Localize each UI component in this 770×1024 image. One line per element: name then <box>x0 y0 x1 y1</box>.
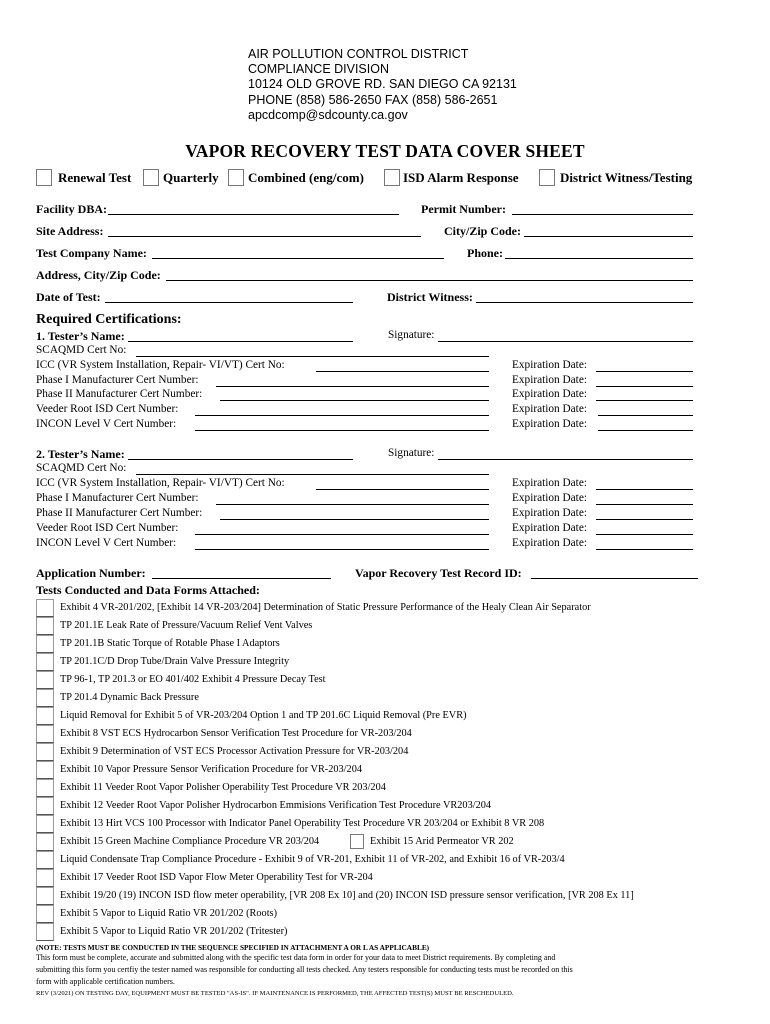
tester-1-veeder-expiration-label: Expiration Date: <box>512 403 587 415</box>
test-checkbox-11[interactable] <box>36 779 54 797</box>
tester-2-icc-expiration-field[interactable] <box>596 489 693 490</box>
tester-2-phase2-field[interactable] <box>220 519 489 520</box>
tester-1-phase1-expiration-label: Expiration Date: <box>512 374 587 386</box>
tester-1-veeder-field[interactable] <box>195 415 489 416</box>
test-checkbox-6[interactable] <box>36 689 54 707</box>
test-label-6: TP 201.4 Dynamic Back Pressure <box>60 692 199 703</box>
arid-permeator-checkbox[interactable] <box>350 834 364 849</box>
tester-1-phase1-expiration-field[interactable] <box>596 386 693 387</box>
test-checkbox-5[interactable] <box>36 671 54 689</box>
tester-2-signature-field[interactable] <box>438 459 693 460</box>
test-checkbox-2[interactable] <box>36 617 54 635</box>
record-id-label: Vapor Recovery Test Record ID: <box>355 566 522 580</box>
tester-2-phase1-label: Phase I Manufacturer Cert Number: <box>36 492 199 504</box>
test-label-7: Liquid Removal for Exhibit 5 of VR-203/204 Option 1 and TP 201.6C Liquid Removal (Pre EVR) <box>60 710 467 721</box>
header-line-3: 10124 OLD GROVE RD. SAN DIEGO CA 92131 <box>248 77 517 92</box>
tester-2-signature-label: Signature: <box>388 447 435 459</box>
site-address-field[interactable] <box>108 236 421 237</box>
tester-1-signature-label: Signature: <box>388 329 435 341</box>
address-city-zip-label: Address, City/Zip Code: <box>36 268 161 282</box>
district-witness-testing-label: District Witness/Testing <box>560 170 693 185</box>
tester-2-phase1-expiration-label: Expiration Date: <box>512 492 587 504</box>
tester-1-phase2-expiration-field[interactable] <box>596 400 693 401</box>
test-label-14: Exhibit 15 Green Machine Compliance Procedure VR 203/204 <box>60 836 320 847</box>
test-label-13: Exhibit 13 Hirt VCS 100 Processor with Indicator Panel Operability Test Procedure VR 203/204 or Exhibit 8 VR 208 <box>60 818 545 829</box>
tester-1-icc-expiration-label: Expiration Date: <box>512 359 587 371</box>
tester-2-incon-field[interactable] <box>195 549 489 550</box>
tester-1-icc-label: ICC (VR System Installation, Repair- VI/VT) Cert No: <box>36 359 285 371</box>
test-label-19: Exhibit 5 Vapor to Liquid Ratio VR 201/202 (Tritester) <box>60 926 288 937</box>
header-line-2: COMPLIANCE DIVISION <box>248 62 389 77</box>
isd-alarm-checkbox[interactable] <box>384 169 400 186</box>
footer-paragraph-line-1: This form must be complete, accurate and submitted along with the specific test data form in order for your data to meet District requirements. By completing and <box>36 953 556 962</box>
tester-1-incon-expiration-field[interactable] <box>598 430 693 431</box>
required-certifications-heading: Required Certifications: <box>36 312 182 327</box>
city-zip-field[interactable] <box>524 236 693 237</box>
site-address-label: Site Address: <box>36 224 104 238</box>
test-checkbox-13[interactable] <box>36 815 54 833</box>
test-label-8: Exhibit 8 VST ECS Hydrocarbon Sensor Verification Test Procedure for VR-203/204 <box>60 728 412 739</box>
tester-1-icc-field[interactable] <box>316 371 489 372</box>
arid-permeator-label: Exhibit 15 Arid Permeator VR 202 <box>370 836 514 847</box>
tester-2-scaqmd-label: SCAQMD Cert No: <box>36 462 127 474</box>
tester-1-veeder-expiration-field[interactable] <box>598 415 693 416</box>
tester-2-incon-expiration-label: Expiration Date: <box>512 537 587 549</box>
combined-checkbox[interactable] <box>228 169 244 186</box>
tester-1-name-label: 1. Tester’s Name: <box>36 329 125 343</box>
facility-dba-label: Facility DBA: <box>36 202 107 216</box>
tester-1-scaqmd-field[interactable] <box>136 356 489 357</box>
tester-2-scaqmd-field[interactable] <box>136 474 489 475</box>
tester-1-phase2-label: Phase II Manufacturer Cert Number: <box>36 388 203 400</box>
tester-1-phase1-field[interactable] <box>216 386 489 387</box>
test-label-4: TP 201.1C/D Drop Tube/Drain Valve Pressure Integrity <box>60 656 290 667</box>
tester-2-veeder-expiration-label: Expiration Date: <box>512 522 587 534</box>
permit-number-label: Permit Number: <box>421 202 506 216</box>
test-checkbox-14[interactable] <box>36 833 54 851</box>
header-line-4: PHONE (858) 586-2650 FAX (858) 586-2651 <box>248 92 498 107</box>
city-zip-label: City/Zip Code: <box>444 224 522 238</box>
tests-conducted-heading: Tests Conducted and Data Forms Attached: <box>36 583 260 597</box>
test-label-18: Exhibit 5 Vapor to Liquid Ratio VR 201/202 (Roots) <box>60 908 277 919</box>
record-id-field[interactable] <box>531 578 698 579</box>
tester-1-phase2-field[interactable] <box>220 400 489 401</box>
tester-2-phase2-expiration-field[interactable] <box>596 519 693 520</box>
tester-1-incon-label: INCON Level V Cert Number: <box>36 418 177 430</box>
tester-1-phase1-label: Phase I Manufacturer Cert Number: <box>36 374 199 386</box>
renewal-test-label: Renewal Test <box>58 170 132 185</box>
tester-1-incon-expiration-label: Expiration Date: <box>512 418 587 430</box>
test-checkbox-1[interactable] <box>36 599 54 617</box>
footer-revision: REV (3/2021) ON TESTING DAY, EQUIPMENT MUST BE TESTED "AS-IS". IF MAINTENANCE IS PERFORMED, THE AFFECTED TEST(S) MUST BE RESCHEDULED. <box>36 990 514 997</box>
tester-1-icc-expiration-field[interactable] <box>596 371 693 372</box>
test-checkbox-17[interactable] <box>36 887 54 905</box>
date-of-test-label: Date of Test: <box>36 290 101 304</box>
tester-2-veeder-expiration-field[interactable] <box>596 534 693 535</box>
tester-2-phase1-expiration-field[interactable] <box>596 504 693 505</box>
test-label-17: Exhibit 19/20 (19) INCON ISD flow meter operability, [VR 208 Ex 10] and (20) INCON ISD pressure sensor verification, [VR 208 Ex 11] <box>60 890 634 901</box>
quarterly-checkbox[interactable] <box>143 169 159 186</box>
test-label-12: Exhibit 12 Veeder Root Vapor Polisher Hydrocarbon Emmisions Verification Test Procedure VR203/204 <box>60 800 492 811</box>
test-checkbox-15[interactable] <box>36 851 54 869</box>
test-label-16: Exhibit 17 Veeder Root ISD Vapor Flow Meter Operability Test for VR-204 <box>60 872 373 883</box>
phone-label: Phone: <box>467 246 503 260</box>
test-checkbox-9[interactable] <box>36 743 54 761</box>
footer-paragraph-line-3: form with applicable certification numbers. <box>36 977 175 986</box>
district-witness-field[interactable] <box>476 302 693 303</box>
test-label-3: TP 201.1B Static Torque of Rotable Phase I Adaptors <box>60 638 280 649</box>
footer-paragraph-line-2: submitting this form you certfiy the tester named was responsible for conducting all tests checked. Any testers responsible for conducting tests must be recorded on this <box>36 965 573 974</box>
combined-label: Combined (eng/com) <box>248 170 364 185</box>
application-number-field[interactable] <box>152 578 331 579</box>
test-label-15: Liquid Condensate Trap Compliance Procedure - Exhibit 9 of VR-201, Exhibit 11 of VR-202, and Exhibit 16 of VR-203/4 <box>60 854 565 865</box>
tester-2-phase2-expiration-label: Expiration Date: <box>512 507 587 519</box>
test-checkbox-12[interactable] <box>36 797 54 815</box>
page-title: VAPOR RECOVERY TEST DATA COVER SHEET <box>185 141 585 161</box>
district-witness-checkbox[interactable] <box>539 169 555 186</box>
permit-number-field[interactable] <box>512 214 693 215</box>
test-checkbox-19[interactable] <box>36 923 54 941</box>
header-line-1: AIR POLLUTION CONTROL DISTRICT <box>248 47 469 61</box>
date-of-test-field[interactable] <box>105 302 353 303</box>
tester-2-name-label: 2. Tester’s Name: <box>36 447 125 461</box>
test-label-10: Exhibit 10 Vapor Pressure Sensor Verification Procedure for VR-203/204 <box>60 764 362 775</box>
tester-2-name-field[interactable] <box>128 459 353 460</box>
tester-1-name-field[interactable] <box>128 341 353 342</box>
test-company-label: Test Company Name: <box>36 246 147 260</box>
test-checkbox-16[interactable] <box>36 869 54 887</box>
tester-2-incon-expiration-field[interactable] <box>596 549 693 550</box>
tester-2-incon-label: INCON Level V Cert Number: <box>36 537 177 549</box>
facility-dba-field[interactable] <box>108 214 399 215</box>
isd-alarm-label: ISD Alarm Response <box>403 170 519 185</box>
tester-1-scaqmd-label: SCAQMD Cert No: <box>36 344 127 356</box>
application-number-label: Application Number: <box>36 566 146 580</box>
test-label-1: Exhibit 4 VR-201/202, [Exhibit 14 VR-203/204] Determination of Static Pressure Performance of the Healy Clean Air Separator <box>60 602 591 613</box>
test-label-5: TP 96-1, TP 201.3 or EO 401/402 Exhibit 4 Pressure Decay Test <box>60 674 326 685</box>
tester-1-phase2-expiration-label: Expiration Date: <box>512 388 587 400</box>
test-checkbox-7[interactable] <box>36 707 54 725</box>
test-checkbox-18[interactable] <box>36 905 54 923</box>
test-checkbox-3[interactable] <box>36 635 54 653</box>
district-witness-label: District Witness: <box>387 290 473 304</box>
address-city-zip-field[interactable] <box>166 280 693 281</box>
test-checkbox-10[interactable] <box>36 761 54 779</box>
tester-2-icc-label: ICC (VR System Installation, Repair- VI/VT) Cert No: <box>36 477 285 489</box>
tester-2-icc-expiration-label: Expiration Date: <box>512 477 587 489</box>
tester-2-phase2-label: Phase II Manufacturer Cert Number: <box>36 507 203 519</box>
phone-field[interactable] <box>505 258 693 259</box>
tester-2-veeder-field[interactable] <box>195 534 489 535</box>
test-checkbox-4[interactable] <box>36 653 54 671</box>
test-company-field[interactable] <box>152 258 444 259</box>
test-label-9: Exhibit 9 Determination of VST ECS Processor Activation Pressure for VR-203/204 <box>60 746 409 757</box>
header-email[interactable]: apcdcomp@sdcounty.ca.gov <box>248 107 408 122</box>
quarterly-label: Quarterly <box>163 170 219 185</box>
tester-1-incon-field[interactable] <box>195 430 489 431</box>
test-label-11: Exhibit 11 Veeder Root Vapor Polisher Operability Test Procedure VR 203/204 <box>60 782 386 793</box>
tester-1-veeder-label: Veeder Root ISD Cert Number: <box>36 403 179 415</box>
tester-2-phase1-field[interactable] <box>216 504 489 505</box>
test-label-2: TP 201.1E Leak Rate of Pressure/Vacuum Relief Vent Valves <box>60 620 313 631</box>
footer-note: (NOTE: TESTS MUST BE CONDUCTED IN THE SEQUENCE SPECIFIED IN ATTACHMENT A OR L AS APPLICABLE) <box>36 943 430 952</box>
test-checkbox-8[interactable] <box>36 725 54 743</box>
tester-2-veeder-label: Veeder Root ISD Cert Number: <box>36 522 179 534</box>
tester-2-icc-field[interactable] <box>316 489 489 490</box>
district-header <box>248 47 517 123</box>
tester-1-signature-field[interactable] <box>438 341 693 342</box>
renewal-test-checkbox[interactable] <box>36 169 52 186</box>
